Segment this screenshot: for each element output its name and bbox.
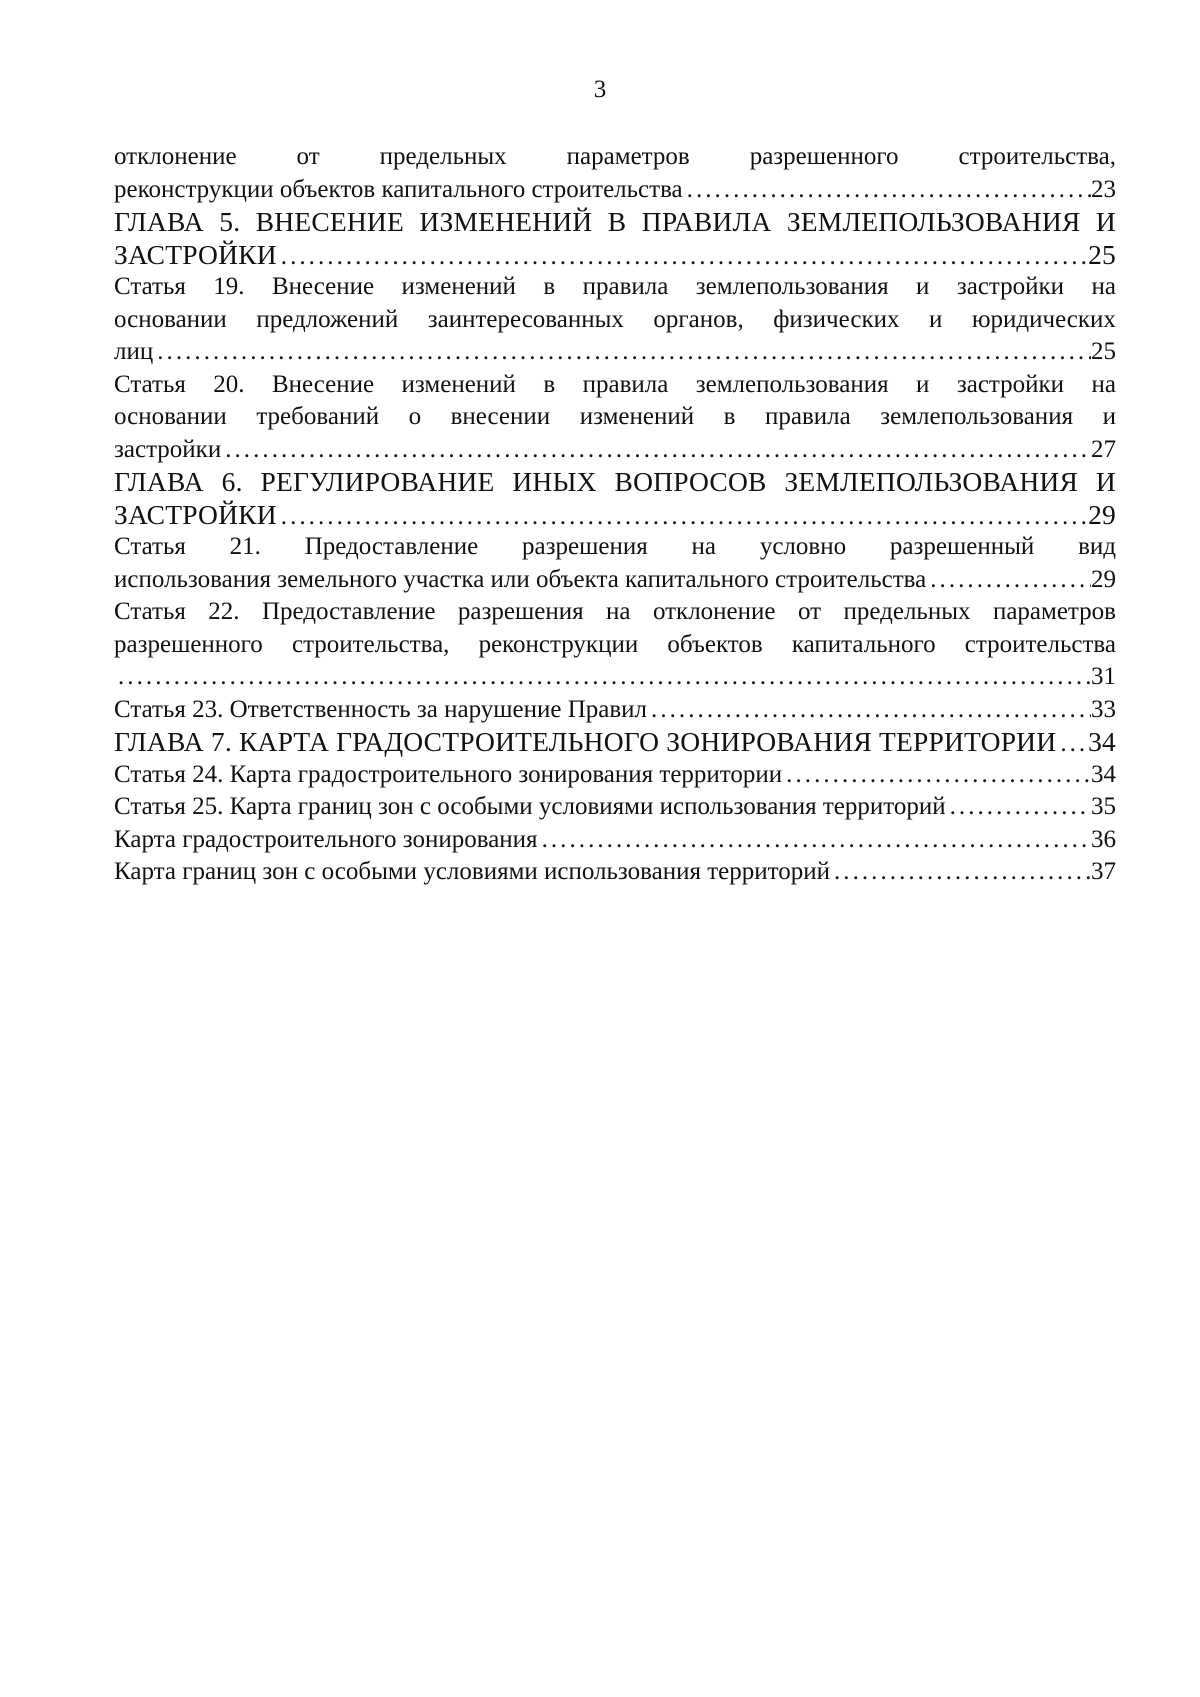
toc-entry-last-line bbox=[114, 434, 1116, 467]
toc-entry-last-line bbox=[114, 694, 1116, 727]
toc-page-number: 29 bbox=[1091, 565, 1116, 593]
toc-page-number: 23 bbox=[1091, 175, 1116, 203]
toc-entry-title: ГЛАВА 7. КАРТА ГРАДОСТРОИТЕЛЬНОГО ЗОНИРОВАНИЯ ТЕРРИТОРИИ bbox=[114, 726, 1057, 757]
toc-entry-title: Статья 25. Карта границ зон с особыми условиями использования территорий bbox=[114, 793, 946, 820]
toc-article-entry bbox=[114, 791, 1116, 824]
toc-entry-line: ГЛАВА 5. ВНЕСЕНИЕ ИЗМЕНЕНИЙ В ПРАВИЛА ЗЕМЛЕПОЛЬЗОВАНИЯ И bbox=[114, 206, 1116, 237]
toc-entry-title: лиц bbox=[114, 338, 154, 365]
toc-page-number: 34 bbox=[1091, 760, 1116, 788]
dot-leader bbox=[1056, 726, 1088, 759]
dot-leader bbox=[683, 174, 1091, 207]
toc-entry-last-line bbox=[114, 726, 1116, 759]
toc-entry-last-line bbox=[114, 824, 1116, 857]
toc-article-entry bbox=[114, 694, 1116, 727]
toc-page-number: 37 bbox=[1091, 858, 1116, 885]
toc-entry-title: Статья 24. Карта градостроительного зонирования территории bbox=[114, 760, 783, 788]
dot-leader bbox=[114, 661, 1091, 694]
toc-entry-last-line bbox=[114, 661, 1116, 694]
toc-entry-title: реконструкции объектов капитального строительства bbox=[114, 175, 683, 203]
toc-chapter-entry bbox=[114, 206, 1116, 271]
toc-article-entry bbox=[114, 759, 1116, 792]
toc-entry-title: застройки bbox=[114, 435, 222, 463]
toc-page-number: 25 bbox=[1088, 238, 1116, 270]
toc-entry-last-line bbox=[114, 759, 1116, 792]
toc-article-entry bbox=[114, 824, 1116, 857]
toc-entry-last-line bbox=[114, 174, 1116, 207]
toc-chapter-entry bbox=[114, 726, 1116, 759]
toc-entry-line: Статья 22. Предоставление разрешения на отклонение от предельных параметров bbox=[114, 598, 1116, 625]
toc-entry-line: Статья 20. Внесение изменений в правила землепользования и застройки на bbox=[114, 370, 1116, 398]
toc-entry-line: основании предложений заинтересованных органов, физических и юридических bbox=[114, 305, 1116, 333]
dot-leader bbox=[153, 336, 1091, 369]
toc-entry-line: Статья 21. Предоставление разрешения на условно разрешенный вид bbox=[114, 533, 1116, 560]
toc-entry-last-line bbox=[114, 239, 1116, 272]
toc-page-number: 31 bbox=[1091, 663, 1116, 690]
dot-leader bbox=[926, 564, 1091, 597]
toc-entry-line: основании требований о внесении изменений в правила землепользования и bbox=[114, 403, 1116, 430]
dot-leader bbox=[277, 239, 1088, 272]
toc-article-entry bbox=[114, 856, 1116, 889]
toc-entry-last-line bbox=[114, 499, 1116, 532]
toc-article-entry bbox=[114, 369, 1116, 467]
toc-entry-title: использования земельного участка или объекта капитального строительства bbox=[114, 565, 927, 593]
dot-leader bbox=[782, 759, 1091, 792]
dot-leader bbox=[830, 856, 1091, 889]
toc-page-number: 35 bbox=[1091, 793, 1116, 820]
dot-leader bbox=[946, 791, 1091, 824]
toc-entry-line: Статья 19. Внесение изменений в правила землепользования и застройки на bbox=[114, 273, 1116, 300]
page-number: 3 bbox=[593, 76, 607, 103]
toc-page-number: 27 bbox=[1091, 435, 1116, 463]
toc-page-number: 34 bbox=[1088, 726, 1116, 757]
dot-leader bbox=[647, 694, 1091, 727]
table-of-contents bbox=[114, 141, 1116, 889]
toc-article-entry bbox=[114, 596, 1116, 694]
toc-chapter-entry bbox=[114, 466, 1116, 531]
toc-entry-title: ЗАСТРОЙКИ bbox=[114, 238, 277, 270]
toc-page-number: 36 bbox=[1091, 825, 1116, 853]
dot-leader bbox=[538, 824, 1091, 857]
toc-entry-title: Карта границ зон с особыми условиями использования территорий bbox=[114, 858, 830, 885]
dot-leader bbox=[277, 499, 1088, 532]
toc-entry-title: ЗАСТРОЙКИ bbox=[114, 498, 277, 530]
toc-article-entry bbox=[114, 141, 1116, 206]
toc-entry-line: отклонение от предельных параметров разрешенного строительства, bbox=[114, 143, 1116, 170]
toc-entry-title: Карта градостроительного зонирования bbox=[114, 825, 538, 853]
toc-page-number: 33 bbox=[1091, 695, 1116, 723]
toc-entry-line: разрешенного строительства, реконструкции объектов капитального строительства bbox=[114, 630, 1116, 658]
dot-leader bbox=[221, 434, 1091, 467]
toc-page-number: 25 bbox=[1091, 338, 1116, 365]
toc-entry-last-line bbox=[114, 336, 1116, 369]
toc-article-entry bbox=[114, 531, 1116, 596]
toc-entry-title: Статья 23. Ответственность за нарушение Правил bbox=[114, 695, 648, 723]
toc-entry-last-line bbox=[114, 856, 1116, 889]
toc-article-entry bbox=[114, 271, 1116, 369]
toc-entry-last-line bbox=[114, 791, 1116, 824]
toc-entry-last-line bbox=[114, 564, 1116, 597]
toc-entry-line: ГЛАВА 6. РЕГУЛИРОВАНИЕ ИНЫХ ВОПРОСОВ ЗЕМЛЕПОЛЬЗОВАНИЯ И bbox=[114, 466, 1116, 497]
toc-page-number: 29 bbox=[1088, 498, 1116, 530]
